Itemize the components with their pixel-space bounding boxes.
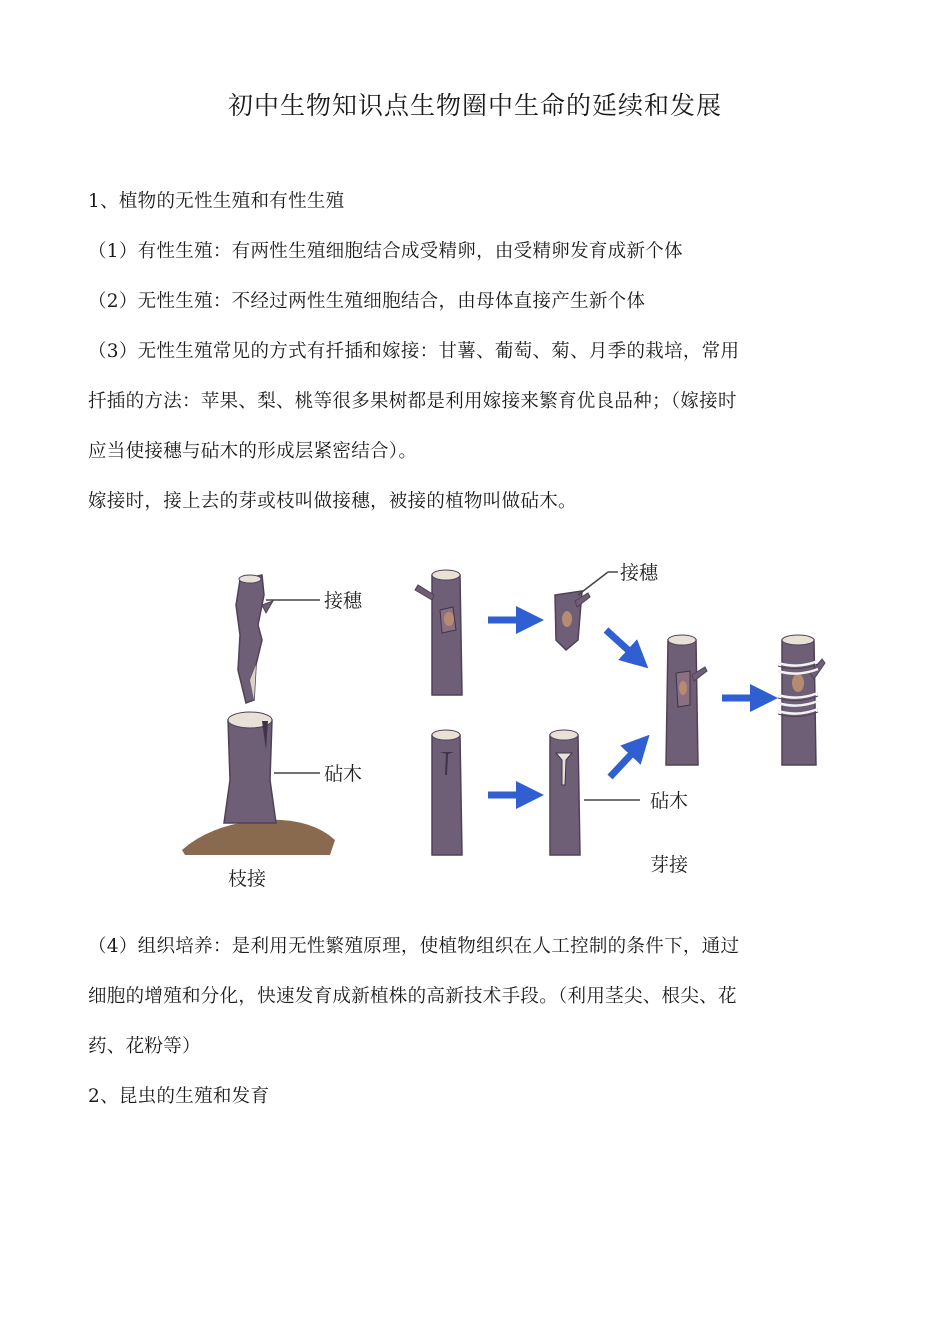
item-4-line-2: 细胞的增殖和分化，快速发育成新植株的高新技术手段。（利用茎尖、根尖、花 — [88, 986, 737, 1007]
soil — [182, 820, 335, 855]
section-1-heading: 1、植物的无性生殖和有性生殖 — [88, 191, 345, 212]
process-arrows — [488, 620, 764, 795]
branch-graft-diagram — [182, 575, 363, 890]
grafting-note: 嫁接时，接上去的芽或枝叫做接穗，被接的植物叫做砧木。 — [88, 491, 577, 512]
label-scion-left: 接穗 — [324, 590, 363, 612]
caption-bud-graft: 芽接 — [650, 854, 689, 876]
section-2-heading: 2、昆虫的生殖和发育 — [88, 1086, 270, 1107]
item-3-line-2: 扦插的方法：苹果、梨、桃等很多果树都是利用嫁接来繁育优良品种；（嫁接时 — [88, 391, 737, 412]
bud-graft-diagram — [415, 562, 825, 876]
item-3-line-3: 应当使接穗与砧木的形成层紧密结合）。 — [88, 441, 418, 462]
item-asexual-reproduction: （2）无性生殖：不经过两性生殖细胞结合，由母体直接产生新个体 — [88, 291, 646, 312]
item-4-line-1: （4）组织培养：是利用无性繁殖原理，使植物组织在人工控制的条件下，通过 — [88, 936, 740, 957]
page-title: 初中生物知识点生物圈中生命的延续和发展 — [227, 91, 722, 120]
scion-left — [236, 575, 264, 703]
item-4-line-3: 药、花粉等） — [88, 1036, 201, 1057]
label-stock-right: 砧木 — [650, 790, 689, 812]
label-stock-left: 砧木 — [324, 763, 363, 785]
label-scion-right: 接穗 — [620, 562, 659, 584]
caption-branch-graft: 枝接 — [228, 868, 267, 890]
item-sexual-reproduction: （1）有性生殖：有两性生殖细胞结合成受精卵，由受精卵发育成新个体 — [88, 241, 683, 262]
rootstock-left — [224, 720, 276, 823]
item-3-line-1: （3）无性生殖常见的方式有扦插和嫁接：甘薯、葡萄、菊、月季的栽培，常用 — [88, 341, 740, 362]
grafting-illustration — [170, 555, 850, 900]
